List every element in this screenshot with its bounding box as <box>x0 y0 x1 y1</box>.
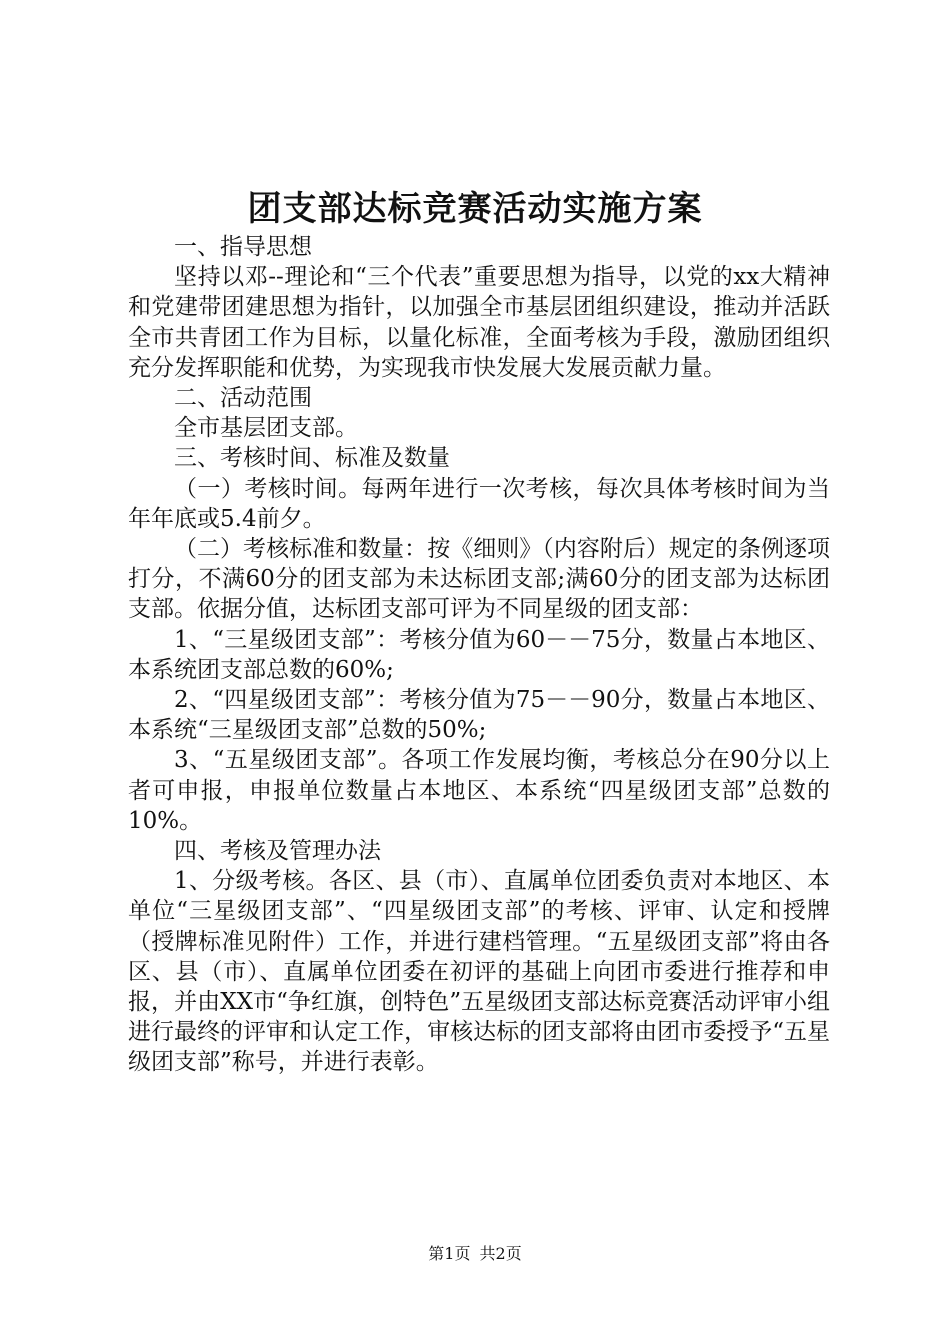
section-heading: 二、活动范围 <box>174 385 312 412</box>
body-paragraph: （二）考核标准和数量：按《细则》（内容附后）规定的条例逐项打分，不满60分的团支部为未达标团支部;满60分的团支部为达标团支部。依据分值，达标团支部可评为不同星级的团支部： <box>128 536 830 623</box>
section-heading: 一、指导思想 <box>174 234 312 260</box>
page-footer <box>0 1242 950 1266</box>
body-paragraph: 1、分级考核。各区、县（市）、直属单位团委负责对本地区、本单位“三星级团支部”、“四星级团支部”的考核、评审、认定和授牌（授牌标准见附件）工作，并进行建档管理。“五星级团支部”将由各区、县（市）、直属单位团委在初评的基础上向团市委进行推荐和申报，并由XX市“争红旗，创特色”五星级团支部达标竞赛活动评审小组进行最终的评审和认定工作，审核达标的团支部将由团市委授予“五星级团支部”称号，并进行表彰。 <box>128 868 830 1076</box>
section-heading: 四、考核及管理办法 <box>174 838 381 865</box>
document-title: 团支部达标竞赛活动实施方案 <box>247 189 703 229</box>
page-total: 共2页 <box>479 1244 522 1263</box>
page-number: 第1页 <box>428 1244 471 1263</box>
section-heading: 三、考核时间、标准及数量 <box>174 445 450 472</box>
body-paragraph: 3、“五星级团支部”。各项工作发展均衡，考核总分在90分以上者可申报，申报单位数量占本地区、本系统“四星级团支部”总数的10%。 <box>128 747 830 834</box>
body-paragraph: 2、“四星级团支部”：考核分值为75－－90分，数量占本地区、本系统“三星级团支部”总数的50%; <box>128 687 830 744</box>
body-paragraph: 全市基层团支部。 <box>174 415 358 442</box>
body-paragraph: 坚持以邓--理论和“三个代表”重要思想为指导，以党的xx大精神和党建带团建思想为指针，以加强全市基层团组织建设，推动并活跃全市共青团工作为目标，以量化标准，全面考核为手段，激励团组织充分发挥职能和优势，为实现我市快发展大发展贡献力量。 <box>128 264 830 381</box>
body-paragraph: 1、“三星级团支部”：考核分值为60－－75分，数量占本地区、本系统团支部总数的60%; <box>128 626 830 683</box>
body-paragraph: （一）考核时间。每两年进行一次考核，每次具体考核时间为当年年底或5.4前夕。 <box>128 475 830 532</box>
document-body <box>128 232 830 1078</box>
